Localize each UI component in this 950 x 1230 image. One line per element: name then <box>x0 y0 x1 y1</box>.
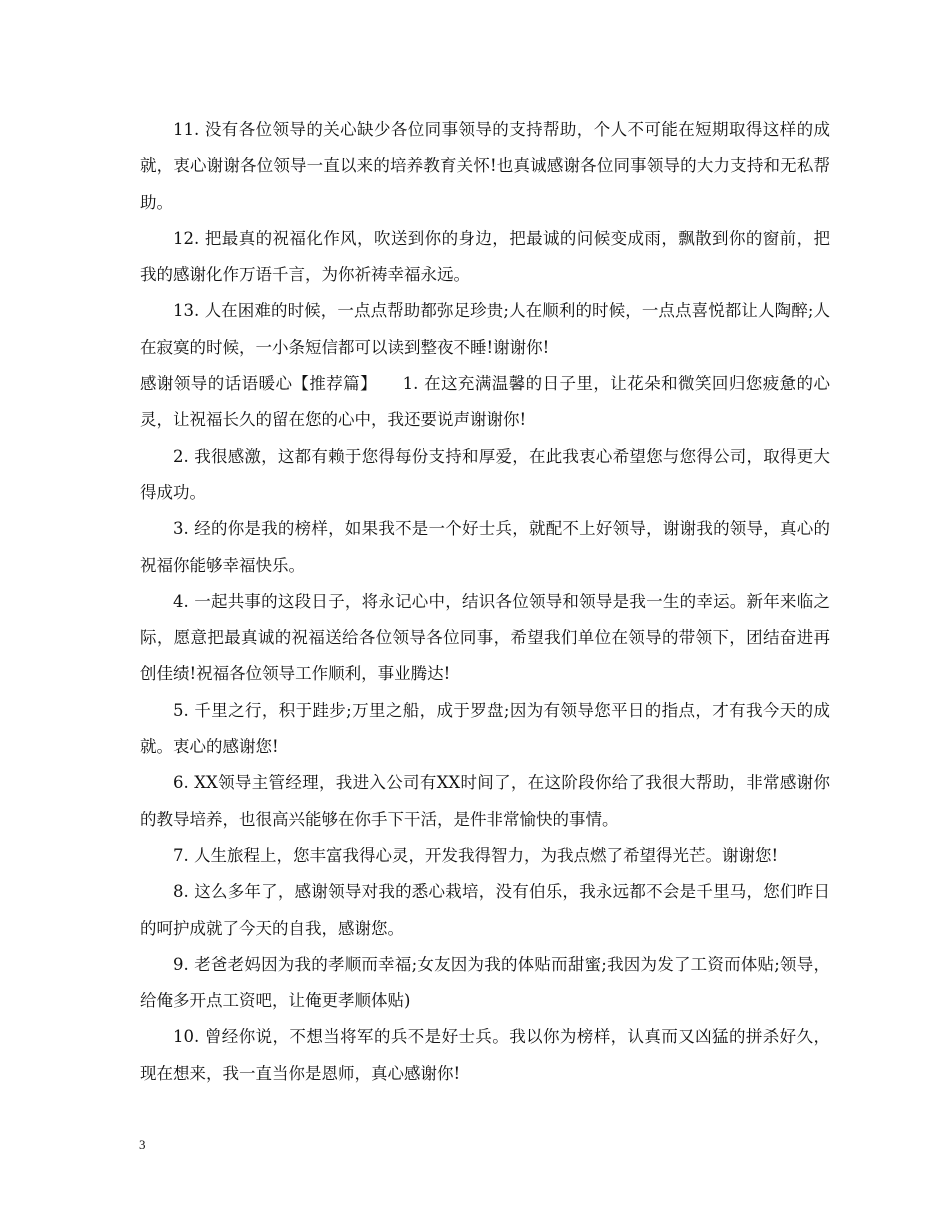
paragraph-9: 9. 老爸老妈因为我的孝顺而幸福;女友因为我的体贴而甜蜜;我因为发了工资而体贴;领导，给俺多开点工资吧，让俺更孝顺体贴) <box>140 954 830 1011</box>
document-body <box>140 112 830 1092</box>
paragraph-2: 2. 我很感激，这都有赖于您得每份支持和厚爱，在此我衷心希望您与您得公司，取得更大得成功。 <box>140 446 830 502</box>
paragraph-6: 6. XX领导主管经理，我进入公司有XX时间了，在这阶段你给了我很大帮助，非常感谢你的教导培养，也很高兴能够在你手下干活，是件非常愉快的事情。 <box>140 773 830 829</box>
paragraph-12: 12. 把最真的祝福化作风，吹送到你的身边，把最诚的问候变成雨，飘散到你的窗前，把我的感谢化作万语千言，为你祈祷幸福永远。 <box>140 228 830 285</box>
paragraph-5: 5. 千里之行，积于跬步;万里之船，成于罗盘;因为有领导您平日的指点，才有我今天的成就。衷心的感谢您! <box>140 700 830 757</box>
paragraph-10: 10. 曾经你说，不想当将军的兵不是好士兵。我以你为榜样，认真而又凶猛的拼杀好久，现在想来，我一直当你是恩师，真心感谢你! <box>140 1027 830 1083</box>
paragraph-13: 13. 人在困难的时候，一点点帮助都弥足珍贵;人在顺利的时候，一点点喜悦都让人陶醉;人在寂寞的时候，一小条短信都可以读到整夜不睡!谢谢你! <box>140 301 830 357</box>
paragraph-4: 4. 一起共事的这段日子，将永记心中，结识各位领导和领导是我一生的幸运。新年来临之际，愿意把最真诚的祝福送给各位领导各位同事，希望我们单位在领导的带领下，团结奋进再创佳绩!祝福各位领导工作顺利，事业腾达! <box>140 591 830 684</box>
paragraph-7: 7. 人生旅程上，您丰富我得心灵，开发我得智力，为我点燃了希望得光芒。谢谢您! <box>173 845 779 865</box>
paragraph-11: 11. 没有各位领导的关心缺少各位同事领导的支持帮助，个人不可能在短期取得这样的成就，衷心谢谢各位领导一直以来的培养教育关怀!也真诚感谢各位同事领导的大力支持和无私帮助。 <box>140 120 830 212</box>
paragraph-8: 8. 这么多年了，感谢领导对我的悉心栽培，没有伯乐，我永远都不会是千里马，您们昨日的呵护成就了今天的自我，感谢您。 <box>140 882 830 938</box>
paragraph-3: 3. 经的你是我的榜样，如果我不是一个好士兵，就配不上好领导，谢谢我的领导，真心的祝福你能够幸福快乐。 <box>140 519 830 575</box>
page-number: 3 <box>139 1137 146 1152</box>
section-heading-paragraph: 感谢领导的话语暖心【推荐篇】 1. 在这充满温馨的日子里，让花朵和微笑回归您疲惫的心灵，让祝福长久的留在您的心中，我还要说声谢谢你! <box>140 374 830 430</box>
